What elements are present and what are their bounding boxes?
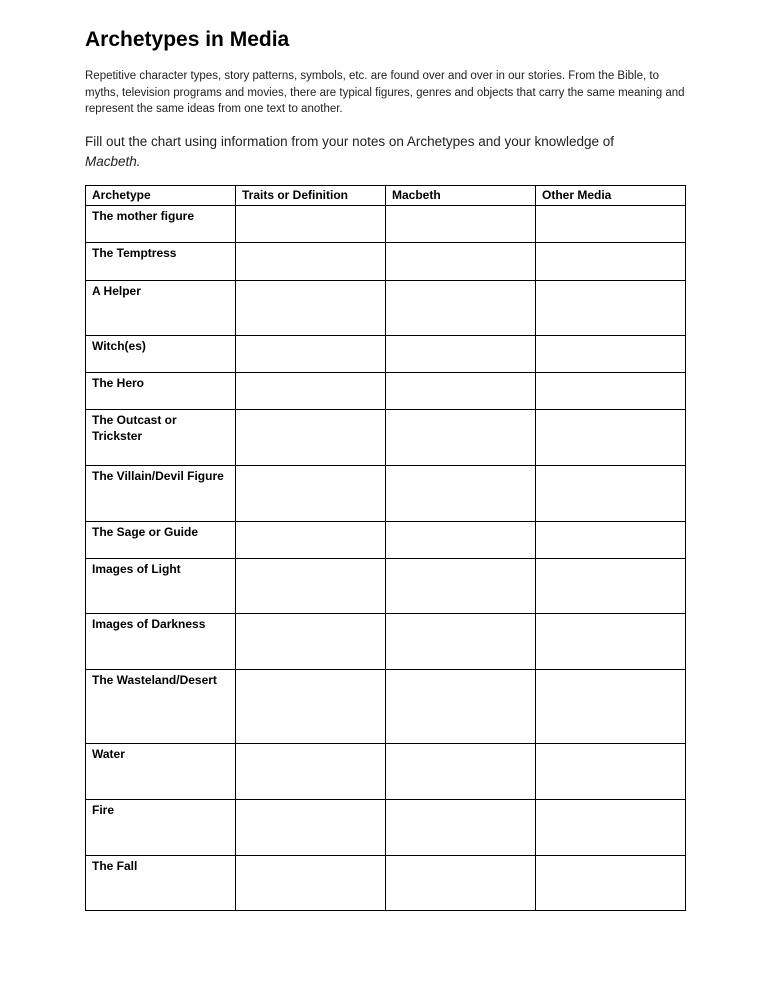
archetype-label: The Villain/Devil Figure <box>86 465 236 521</box>
table-row <box>86 558 686 613</box>
blank-answer-cell <box>536 558 686 613</box>
table-row <box>86 205 686 242</box>
blank-answer-cell <box>536 465 686 521</box>
blank-answer-cell <box>386 521 536 558</box>
blank-answer-cell <box>236 465 386 521</box>
blank-answer-cell <box>236 743 386 799</box>
blank-answer-cell <box>236 613 386 669</box>
archetype-label: Water <box>86 743 236 799</box>
blank-answer-cell <box>536 242 686 280</box>
table-row <box>86 799 686 855</box>
table-row <box>86 669 686 743</box>
blank-answer-cell <box>536 335 686 372</box>
archetype-label: Fire <box>86 799 236 855</box>
blank-answer-cell <box>536 280 686 335</box>
blank-answer-cell <box>386 242 536 280</box>
archetypes-table <box>85 185 686 911</box>
archetype-label: The Wasteland/Desert <box>86 669 236 743</box>
instruction-text: Fill out the chart using information from your notes on Archetypes and your knowledge of <box>85 134 615 150</box>
archetype-label: Images of Light <box>86 558 236 613</box>
archetype-label: The Hero <box>86 372 236 409</box>
archetype-label: The mother figure <box>86 205 236 242</box>
blank-answer-cell <box>386 205 536 242</box>
table-row <box>86 521 686 558</box>
intro-paragraph: Repetitive character types, story patterns, symbols, etc. are found over and over in our stories. From the Bible, to myths, television programs and movies, there are typical figures, genres and objects that carry the same meaning and represent the same ideas from one text to another. <box>85 70 685 116</box>
archetype-label: A Helper <box>86 280 236 335</box>
archetype-label: The Sage or Guide <box>86 521 236 558</box>
blank-answer-cell <box>386 558 536 613</box>
blank-answer-cell <box>236 521 386 558</box>
blank-answer-cell <box>386 335 536 372</box>
blank-answer-cell <box>386 465 536 521</box>
blank-answer-cell <box>236 335 386 372</box>
blank-answer-cell <box>386 372 536 409</box>
blank-answer-cell <box>386 613 536 669</box>
blank-answer-cell <box>536 409 686 465</box>
page-title: Archetypes in Media <box>85 28 290 51</box>
archetype-label: The Fall <box>86 855 236 910</box>
blank-answer-cell <box>536 669 686 743</box>
blank-answer-cell <box>386 280 536 335</box>
table-row <box>86 242 686 280</box>
blank-answer-cell <box>386 855 536 910</box>
blank-answer-cell <box>536 613 686 669</box>
blank-answer-cell <box>536 521 686 558</box>
blank-answer-cell <box>536 205 686 242</box>
table-body <box>86 205 686 910</box>
table-row <box>86 280 686 335</box>
blank-answer-cell <box>236 372 386 409</box>
archetype-label: The Outcast or Trickster <box>86 409 236 465</box>
blank-answer-cell <box>536 855 686 910</box>
blank-answer-cell <box>386 743 536 799</box>
column-header: Other Media <box>536 185 686 205</box>
archetype-label: The Temptress <box>86 242 236 280</box>
table-row <box>86 855 686 910</box>
archetype-label: Witch(es) <box>86 335 236 372</box>
blank-answer-cell <box>236 669 386 743</box>
blank-answer-cell <box>236 205 386 242</box>
column-header: Macbeth <box>386 185 536 205</box>
blank-answer-cell <box>236 280 386 335</box>
blank-answer-cell <box>536 372 686 409</box>
table-header-row <box>86 185 686 205</box>
table-row <box>86 335 686 372</box>
blank-answer-cell <box>236 242 386 280</box>
table-row <box>86 613 686 669</box>
table-row <box>86 465 686 521</box>
column-header: Traits or Definition <box>236 185 386 205</box>
blank-answer-cell <box>236 855 386 910</box>
instruction-macbeth: Macbeth. <box>85 154 141 170</box>
table-row <box>86 409 686 465</box>
blank-answer-cell <box>386 409 536 465</box>
blank-answer-cell <box>386 669 536 743</box>
table-row <box>86 743 686 799</box>
blank-answer-cell <box>236 409 386 465</box>
table-header <box>86 185 686 205</box>
instruction-paragraph <box>85 132 685 173</box>
blank-answer-cell <box>536 743 686 799</box>
archetype-label: Images of Darkness <box>86 613 236 669</box>
blank-answer-cell <box>386 799 536 855</box>
blank-answer-cell <box>236 558 386 613</box>
column-header: Archetype <box>86 185 236 205</box>
blank-answer-cell <box>236 799 386 855</box>
blank-answer-cell <box>536 799 686 855</box>
table-row <box>86 372 686 409</box>
